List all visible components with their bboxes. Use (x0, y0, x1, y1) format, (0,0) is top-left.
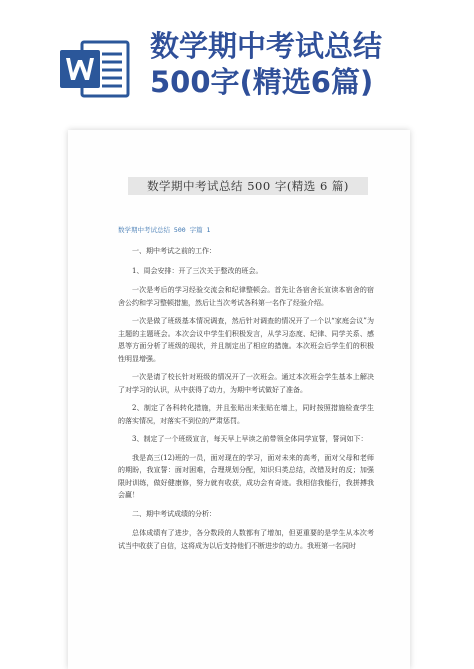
document-subtitle: 数学期中考试总结 500 字篇 1 (118, 226, 211, 234)
header-banner (0, 0, 474, 118)
paragraph: 1、周会安排：开了三次关于整改的班会。 (132, 266, 263, 275)
banner-title-line2: 500字(精选6篇) (150, 65, 374, 99)
document-page (68, 130, 410, 669)
section-heading: 二、期中考试成绩的分析： (132, 509, 216, 518)
banner-title-line1: 数学期中考试总结 (150, 29, 383, 63)
document-body (118, 245, 374, 558)
word-document-icon (58, 38, 132, 100)
paragraph: 2、制定了各科转化措施，并且张贴出来张贴在墙上，同时按照措施检查学生的落实情况，对落实不到位的严肃惩罚。 (118, 404, 374, 425)
paragraph: 我是高三(12)班的一员，面对现在的学习，面对未来的高考，面对父母和老师的期盼，我宣誓：面对困难，合理规划分配，知识归类总结，改错及时的反；加强限时训练，做好健康修，努力就有收获，成功会有奇迹。我相信我能行，我拼搏我会赢！ (118, 453, 374, 499)
section-heading: 一、期中考试之前的工作： (132, 247, 216, 255)
paragraph: 3、制定了一个班级宣言，每天早上早读之前带领全体同学宣誓，誓词如下： (132, 435, 368, 443)
paragraph: 总体成绩有了进步，各分数段的人数都有了增加，但更重要的是学生从本次考试当中收获了自信，这将成为以后支持他们不断进步的动力。我班第一名同时 (118, 529, 374, 550)
paragraph: 一次是考后的学习经验交流会和纪律整顿会。首先让各宿舍长宣读本宿舍的宿舍公约和学习整顿措施，然后让当次考试各科第一名作了经验介绍。 (118, 286, 374, 307)
document-title: 数学期中考试总结 500 字(精选 6 篇) (147, 179, 349, 193)
banner-title (150, 28, 470, 100)
paragraph: 一次是请了校长针对班级的情况开了一次班会。通过本次班会学生基本上解决了对学习的认识，从中获得了动力，为期中考试做好了准备。 (118, 373, 374, 394)
paragraph: 一次是做了班级基本情况调查，然后针对调查的情况开了一个以“家庭会议”为主题的主题班会。本次会议中学生们积极发言，从学习态度、纪律、同学关系、感恩等方面分析了班级的现状，并且制定出了相应的措施。本次班会后学生们的积极性明显增强。 (118, 317, 374, 363)
